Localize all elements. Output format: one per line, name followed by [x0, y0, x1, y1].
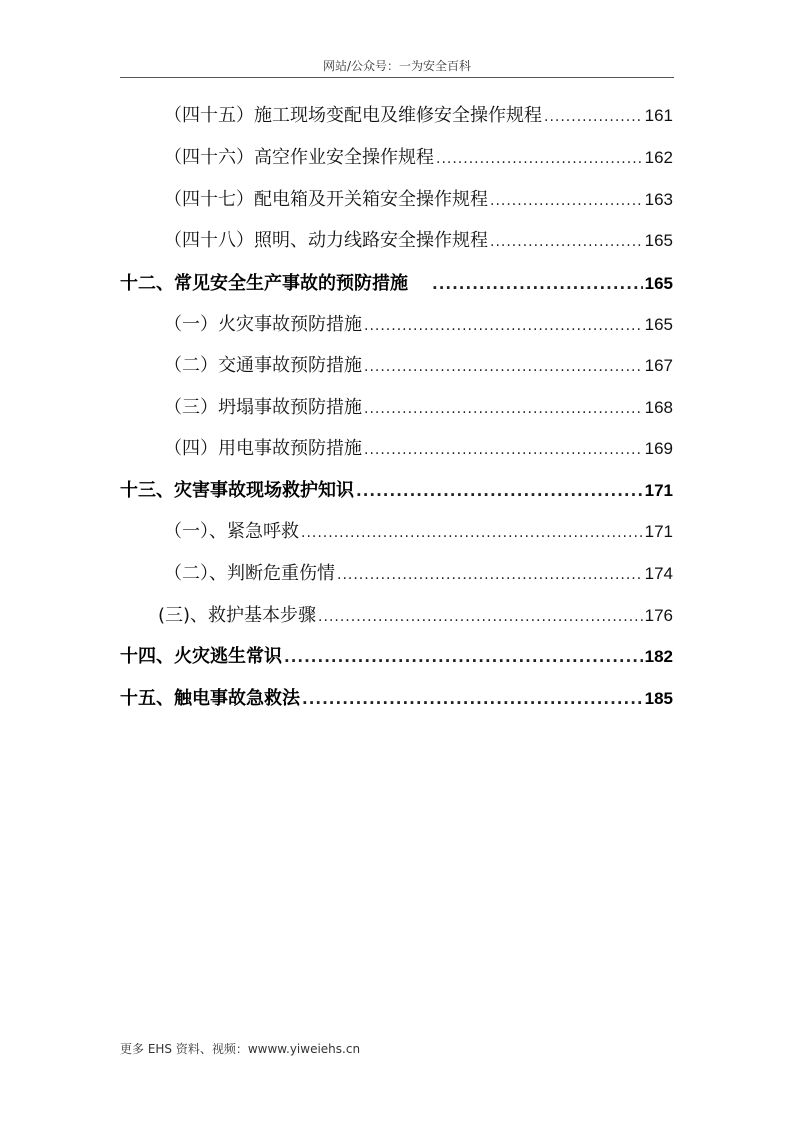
- toc-entry-page: 174: [644, 564, 673, 583]
- toc-chapter[interactable]: [120, 479, 673, 503]
- toc-entry[interactable]: [164, 520, 673, 544]
- toc-entry[interactable]: [164, 437, 673, 461]
- toc-entry-title: （四十七）配电箱及开关箱安全操作规程: [164, 189, 488, 210]
- toc-entry[interactable]: [164, 146, 673, 170]
- toc-leader-dots: [284, 645, 643, 669]
- toc-entry-title: （一）、紧急呼救: [164, 521, 299, 542]
- toc-entry-page: 163: [644, 190, 673, 209]
- toc-entry-title: （一）火灾事故预防措施: [164, 314, 362, 335]
- toc-leader-dots: [364, 397, 643, 421]
- toc-entry-title: （二）交通事故预防措施: [164, 355, 362, 376]
- page-header: 网站/公众号：一为安全百科: [322, 59, 472, 73]
- toc-leader-dots: [490, 230, 643, 254]
- toc-leader-dots: [337, 563, 643, 587]
- toc-entry-page: 165: [644, 231, 673, 250]
- toc-entry[interactable]: [164, 354, 673, 378]
- toc-entry[interactable]: [164, 188, 673, 212]
- toc-leader-dots: [436, 147, 643, 171]
- toc-chapter[interactable]: [120, 645, 673, 669]
- toc-chapter-title: 十二、常见安全生产事故的预防措施: [120, 273, 408, 294]
- toc-chapter-page: 182: [644, 647, 673, 666]
- toc-chapter-title: 十三、灾害事故现场救护知识: [120, 480, 354, 501]
- toc-entry-page: 171: [644, 522, 673, 541]
- toc-entry-title: （三）坍塌事故预防措施: [164, 397, 362, 418]
- toc-entry[interactable]: [164, 396, 673, 420]
- toc-entry-title: （四十五）施工现场变配电及维修安全操作规程: [164, 105, 542, 126]
- toc-leader-dots: [544, 105, 643, 129]
- toc-entry-page: 167: [644, 356, 673, 375]
- toc-leader-dots: [356, 479, 643, 503]
- toc-leader-dots: [364, 355, 643, 379]
- toc-leader-dots: [318, 605, 643, 629]
- toc-entry[interactable]: [164, 104, 673, 128]
- toc-entry-page: 169: [644, 439, 673, 458]
- toc-leader-dots: [490, 189, 643, 213]
- toc-entry-title: （四）用电事故预防措施: [164, 438, 362, 459]
- toc-entry[interactable]: [164, 313, 673, 337]
- toc-leader-dots: [364, 314, 643, 338]
- toc-entry-title: （四十八）照明、动力线路安全操作规程: [164, 230, 488, 251]
- toc-leader-dots: [364, 438, 643, 462]
- toc-chapter-title: 十五、触电事故急救法: [120, 688, 300, 709]
- toc-entry-title: (三)、救护基本步骤: [158, 605, 317, 626]
- toc-entry[interactable]: [164, 562, 673, 586]
- toc-entry[interactable]: [158, 604, 673, 628]
- toc-entry-page: 165: [644, 315, 673, 334]
- toc-entry-title: （四十六）高空作业安全操作规程: [164, 147, 434, 168]
- toc-chapter-page: 185: [644, 689, 673, 708]
- toc-entry-page: 168: [644, 398, 673, 417]
- toc-entry[interactable]: [164, 229, 673, 253]
- toc-entry-page: 161: [644, 106, 673, 125]
- page-footer: 更多 EHS 资料、视频：wwww.yiweiehs.cn: [120, 1042, 361, 1056]
- toc-entry-page: 162: [644, 148, 673, 167]
- toc-chapter[interactable]: [120, 272, 673, 296]
- toc-chapter-page: 165: [644, 274, 673, 293]
- toc-chapter[interactable]: [120, 687, 673, 711]
- toc-leader-dots: [432, 272, 643, 296]
- toc-leader-dots: [301, 521, 643, 545]
- toc-entry-page: 176: [644, 606, 673, 625]
- toc-leader-dots: [302, 687, 643, 711]
- toc-chapter-page: 171: [644, 481, 673, 500]
- toc-chapter-title: 十四、火灾逃生常识: [120, 646, 282, 667]
- toc-entry-title: （二）、判断危重伤情: [164, 563, 335, 584]
